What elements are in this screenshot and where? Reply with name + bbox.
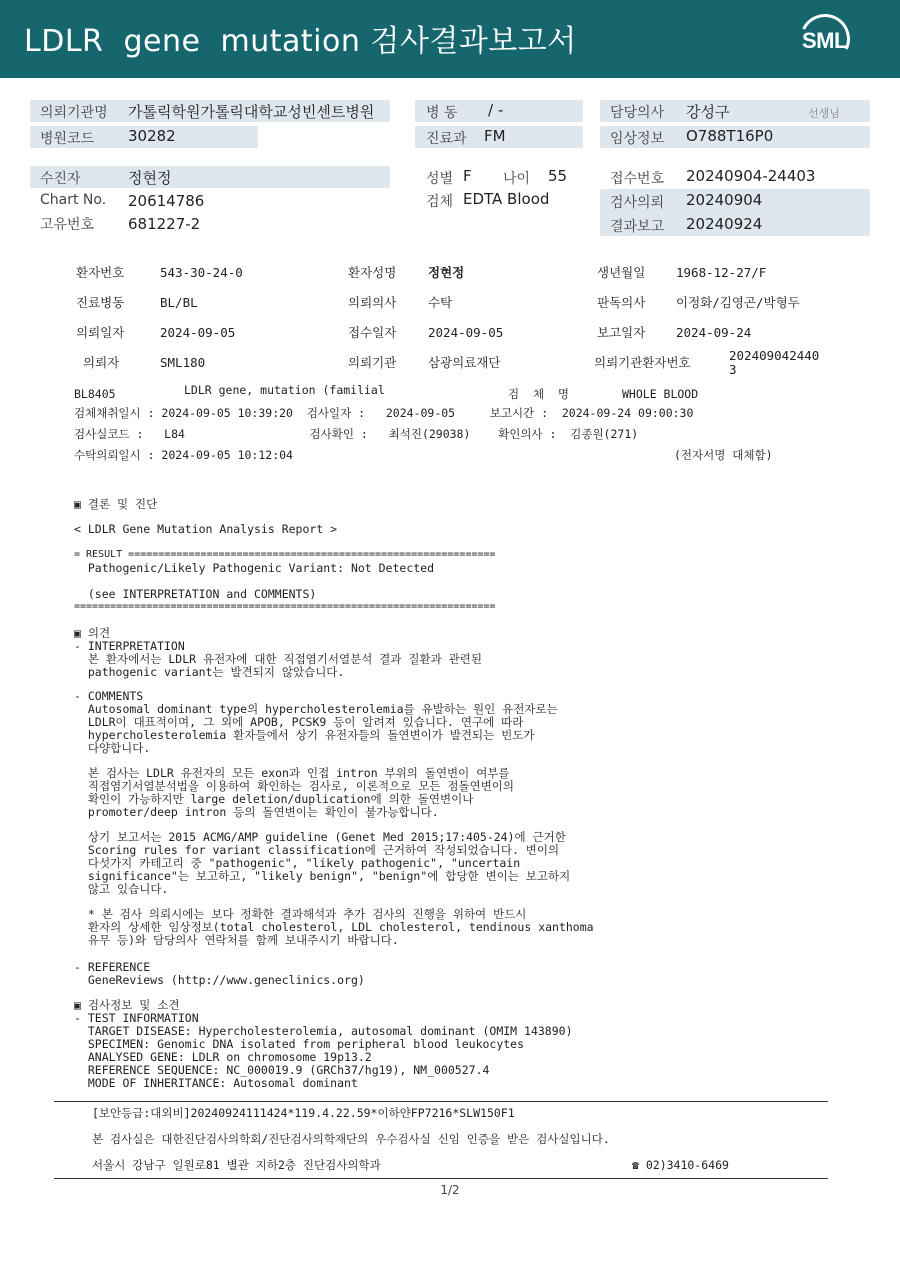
detail-label-birth: 생년월일 bbox=[597, 265, 646, 280]
detail-label-receipt-date: 접수일자 bbox=[348, 325, 397, 340]
reference-value: GeneReviews (http://www.geneclinics.org) bbox=[74, 973, 365, 987]
institution-value: 가톨릭학원가톨릭대학교성빈센트병원 bbox=[128, 103, 375, 121]
receipt-value: 20240904-24403 bbox=[686, 167, 816, 185]
test-code: BL8405 bbox=[74, 387, 116, 401]
sex-value: F bbox=[463, 167, 472, 185]
comment-line-2: LDLR이 대표적이며, 그 외에 APOB, PCSK9 등이 알려져 있습니다. 연구에 따라 bbox=[74, 715, 524, 729]
ward-value: / - bbox=[488, 101, 504, 119]
test-info-line2: 검사실코드 : L84 검사확인 : 최석진(29038) 확인의사 : 김종원(271) bbox=[74, 427, 639, 441]
report-title: LDLR gene mutation 검사결과보고서 bbox=[24, 24, 577, 59]
report-date-label: 결과보고 bbox=[610, 219, 665, 235]
detail-value-report-date: 2024-09-24 bbox=[676, 325, 752, 340]
dept-value: FM bbox=[484, 127, 506, 145]
receipt-label: 접수번호 bbox=[610, 171, 665, 187]
detail-value-req-inst: 삼광의료재단 bbox=[428, 355, 501, 370]
detail-label-req-date: 의뢰일자 bbox=[76, 325, 125, 340]
interp-header: - INTERPRETATION bbox=[74, 639, 185, 653]
detail-value-receipt-date: 2024-09-05 bbox=[428, 325, 504, 340]
institution-label: 의뢰기관명 bbox=[40, 105, 108, 121]
test-information-header: - TEST INFORMATION bbox=[74, 1011, 199, 1025]
comment-line-9: 상기 보고서는 2015 ACMG/AMP guideline (Genet Med 2015;17:405-24)에 근거한 bbox=[74, 830, 566, 844]
ward-label: 병 동 bbox=[426, 105, 458, 121]
comment-line-10: Scoring rules for variant classification에 근거하여 작성되었습니다. 변이의 bbox=[74, 843, 560, 857]
interp-line-2: pathogenic variant는 발견되지 않았습니다. bbox=[74, 665, 345, 679]
comment-line-1: Autosomal dominant type의 hypercholesterolemia를 유발하는 원인 유전자로는 bbox=[74, 702, 558, 716]
patient-value: 정현정 bbox=[128, 169, 172, 187]
unique-label: 고유번호 bbox=[40, 217, 95, 233]
interp-line-1: 본 환자에서는 LDLR 유전자에 대한 직접염기서열분석 결과 질환과 관련된 bbox=[74, 652, 482, 666]
test-specimen-value: WHOLE BLOOD bbox=[622, 387, 699, 401]
mode-of-inheritance: MODE OF INHERITANCE: Autosomal dominant bbox=[74, 1076, 358, 1090]
patient-label: 수진자 bbox=[40, 171, 81, 187]
age-label: 나이 bbox=[503, 171, 531, 187]
result-footer: ====================================================================== bbox=[74, 601, 496, 612]
lab-phone: ☎ 02)3410-6469 bbox=[632, 1158, 729, 1172]
detail-label-ward: 진료병동 bbox=[76, 295, 125, 310]
clinical-label: 임상정보 bbox=[610, 131, 665, 147]
comment-line-16: 유무 등)와 담당의사 연락처를 함께 보내주시기 바랍니다. bbox=[74, 933, 399, 947]
section-conclusion: ▣ 결론 및 진단 bbox=[74, 497, 158, 511]
comment-line-14: * 본 검사 의뢰시에는 보다 정확한 결과해석과 추가 검사의 진행을 위하여 반드시 bbox=[74, 907, 527, 921]
detail-value-req-doctor: 수탁 bbox=[428, 295, 453, 310]
detail-value-inst-patient-no-cont: 3 bbox=[729, 362, 737, 377]
detail-value-reader: 이정화/김영곤/박형두 bbox=[676, 295, 800, 310]
comment-line-12: significance"는 보고하고, "likely benign", "benign"에 합당한 변이는 보고하지 bbox=[74, 869, 571, 883]
doctor-label: 담당의사 bbox=[610, 105, 665, 121]
result-value: Pathogenic/Likely Pathogenic Variant: Not Detected bbox=[74, 561, 435, 575]
detail-label-patient-name: 환자성명 bbox=[348, 265, 397, 280]
target-disease: TARGET DISEASE: Hypercholesterolemia, autosomal dominant (OMIM 143890) bbox=[74, 1024, 573, 1038]
comment-line-6: 직접염기서열분석법을 이용하여 확인하는 검사로, 이론적으로 모든 점돌연변이의 bbox=[74, 779, 515, 793]
comment-line-7: 확인이 가능하지만 large deletion/duplication에 의한 돌연변이나 bbox=[74, 792, 474, 806]
doctor-suffix: 선생님 bbox=[808, 107, 840, 120]
logo-text: SML bbox=[802, 28, 847, 53]
detail-value-req-date: 2024-09-05 bbox=[160, 325, 236, 340]
report-header bbox=[0, 0, 900, 78]
detail-label-inst-patient-no: 의뢰기관환자번호 bbox=[594, 355, 691, 370]
specimen-value: EDTA Blood bbox=[463, 190, 550, 208]
see-interpretation: (see INTERPRETATION and COMMENTS) bbox=[74, 587, 317, 601]
comment-line-8: promoter/deep intron 등의 돌연변이는 확인이 불가능합니다. bbox=[74, 805, 439, 819]
detail-label-reader: 판독의사 bbox=[597, 295, 646, 310]
section-opinion: ▣ 의견 bbox=[74, 626, 111, 640]
report-subtitle: < LDLR Gene Mutation Analysis Report > bbox=[74, 522, 338, 536]
comment-line-4: 다양합니다. bbox=[74, 741, 151, 755]
detail-value-patient-no: 543-30-24-0 bbox=[160, 265, 243, 280]
patient-bar bbox=[30, 166, 390, 188]
test-name: LDLR gene, mutation (familial bbox=[184, 383, 385, 397]
lab-address: 서울시 강남구 일원로81 별관 지하2층 진단검사의학과 bbox=[92, 1158, 381, 1172]
sex-label: 성별 bbox=[426, 171, 454, 187]
footer-top-rule bbox=[54, 1101, 828, 1102]
detail-value-inst-patient-no: 202409042440 bbox=[729, 348, 820, 363]
detail-value-patient-name: 정현정 bbox=[428, 265, 465, 280]
comment-line-3: hypercholesterolemia 환자들에서 상기 유전자들의 돌연변이가 발견되는 빈도가 bbox=[74, 728, 535, 742]
hospital-code-value: 30282 bbox=[128, 127, 176, 145]
dept-label: 진료과 bbox=[426, 131, 467, 147]
specimen-label: 검체 bbox=[426, 194, 454, 210]
result-header: = RESULT ============================================================= bbox=[74, 549, 496, 560]
unique-value: 681227-2 bbox=[128, 215, 201, 233]
page-number: 1/2 bbox=[440, 1183, 460, 1197]
report-date-value: 20240924 bbox=[686, 215, 763, 233]
comment-line-13: 않고 있습니다. bbox=[74, 882, 169, 896]
esign-note: (전자서명 대체함) bbox=[674, 448, 773, 462]
certification-note: 본 검사실은 대한진단검사의학회/진단검사의학재단의 우수검사실 신임 인증을 받은 검사실입니다. bbox=[92, 1132, 610, 1146]
hospital-code-label: 병원코드 bbox=[40, 131, 95, 147]
detail-label-req-inst: 의뢰기관 bbox=[348, 355, 397, 370]
clinical-value: O788T16P0 bbox=[686, 127, 774, 145]
section-test-info: ▣ 검사정보 및 소견 bbox=[74, 998, 180, 1012]
footer-bottom-rule bbox=[54, 1178, 828, 1179]
request-label: 검사의뢰 bbox=[610, 195, 665, 211]
security-line: [보안등급:대외비]20240924111424*119.4.22.59*이하얀FP7216*SLW150F1 bbox=[92, 1106, 515, 1120]
comment-line-15: 환자의 상세한 임상정보(total cholesterol, LDL cholesterol, tendinous xanthoma bbox=[74, 920, 594, 934]
age-value: 55 bbox=[548, 167, 568, 185]
doctor-value: 강성구 bbox=[686, 103, 730, 121]
reference-sequence: REFERENCE SEQUENCE: NC_000019.9 (GRCh37/hg19), NM_000527.4 bbox=[74, 1063, 490, 1077]
detail-label-patient-no: 환자번호 bbox=[76, 265, 125, 280]
chart-value: 20614786 bbox=[128, 192, 205, 210]
comment-line-5: 본 검사는 LDLR 유전자의 모든 exon과 인접 intron 부위의 돌연변이 여부를 bbox=[74, 766, 510, 780]
detail-label-report-date: 보고일자 bbox=[597, 325, 646, 340]
chart-label: Chart No. bbox=[40, 192, 107, 208]
analysed-gene: ANALYSED GENE: LDLR on chromosome 19p13.2 bbox=[74, 1050, 372, 1064]
test-info-line1: 검체채취일시 : 2024-09-05 10:39:20 검사일자 : 2024-09-05 보고시간 : 2024-09-24 09:00:30 bbox=[74, 406, 694, 420]
detail-value-ward: BL/BL bbox=[160, 295, 198, 310]
specimen-info: SPECIMEN: Genomic DNA isolated from peripheral blood leukocytes bbox=[74, 1037, 525, 1051]
reference-header: - REFERENCE bbox=[74, 960, 151, 974]
test-specimen-label: 검 체 명 bbox=[508, 387, 570, 401]
detail-value-birth: 1968-12-27/F bbox=[676, 265, 767, 280]
comments-header: - COMMENTS bbox=[74, 689, 144, 703]
detail-value-requester: SML180 bbox=[160, 355, 206, 370]
comment-line-11: 다섯가지 카테고리 중 "pathogenic", "likely pathogenic", "uncertain bbox=[74, 856, 521, 870]
request-value: 20240904 bbox=[686, 191, 763, 209]
sml-logo bbox=[796, 14, 854, 66]
detail-label-requester: 의뢰자 bbox=[83, 355, 120, 370]
test-info-line3: 수탁의뢰일시 : 2024-09-05 10:12:04 bbox=[74, 448, 293, 462]
detail-label-req-doctor: 의뢰의사 bbox=[348, 295, 397, 310]
